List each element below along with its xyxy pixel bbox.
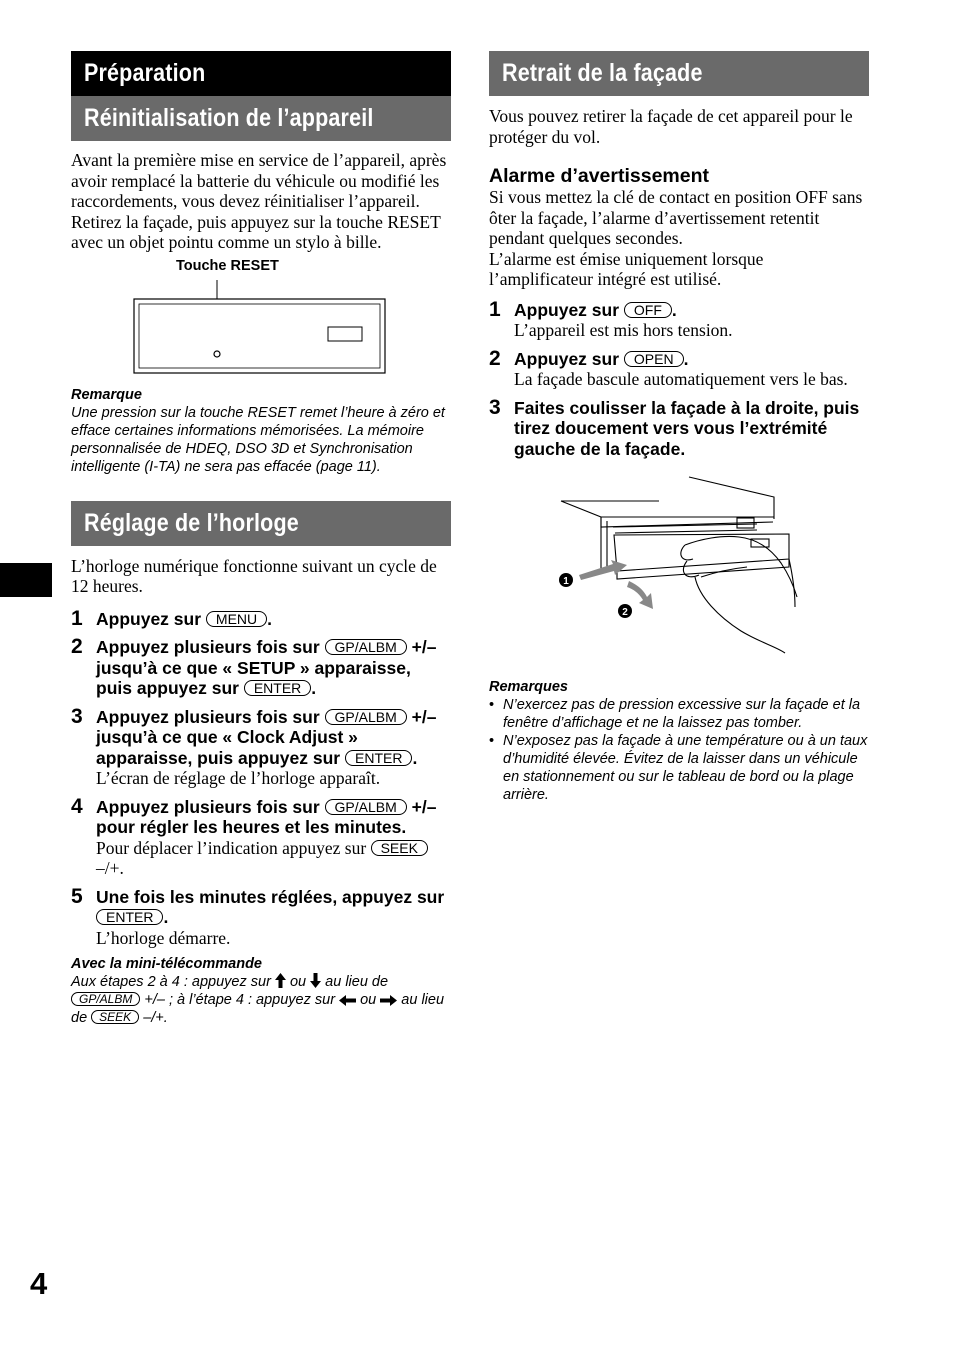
svg-text:2: 2: [622, 607, 628, 618]
gp-albm-button: GP/ALBM: [325, 639, 407, 655]
open-button: OPEN: [624, 351, 684, 367]
seek-button: SEEK: [91, 1010, 139, 1024]
off-button: OFF: [624, 302, 672, 318]
clock-step-3: 3 Appuyez plusieurs fois sur GP/ALBM +/– jusqu’à ce que « Clock Adjust » apparaisse, puis appuyez sur ENTER . L’écran de réglage de l’horloge apparaît.: [71, 707, 451, 789]
remote-note-text: Aux étapes 2 à 4 : appuyez sur ou au lieu de GP/ALBM +/– ; à l’étape 4 : appuyez sur ou au lieu de SEEK –/+.: [71, 974, 445, 1026]
remote-note-title: Avec la mini-télécommande: [71, 956, 262, 972]
clock-step-5-detail: L’horloge démarre.: [96, 927, 231, 948]
gp-albm-button: GP/ALBM: [325, 799, 407, 815]
list-item: • N’exposez pas la façade à une température ou à un taux d’humidité élevée. Évitez de la laisser dans un véhicule en stationnement ou sur le tableau de bord ou la plage arrière.: [489, 733, 868, 803]
reset-body: [71, 150, 451, 253]
clock-step-2: 2 Appuyez plusieurs fois sur GP/ALBM +/– jusqu’à ce que « SETUP » apparaisse, puis appuyez sur ENTER .: [71, 635, 437, 698]
unit-front-illustration: [71, 253, 451, 383]
reset-hole-icon: [214, 351, 220, 357]
reset-figure: [71, 253, 451, 383]
faceplate-steps: [489, 297, 869, 460]
alarm-subheading: Alarme d’avertissement: [489, 165, 710, 187]
seek-button: SEEK: [371, 840, 428, 856]
page-number: 4: [30, 1266, 48, 1301]
faceplate-step-3: 3 Faites coulisser la façade à la droite, puis tirez doucement vers vous l’extrémité gauche de la façade.: [489, 395, 860, 459]
alarm-body: [489, 187, 869, 290]
faceplate-notes-title: Remarques: [489, 679, 568, 695]
reset-figure-label: Touche RESET: [176, 257, 279, 274]
clock-step-4: 4 Appuyez plusieurs fois sur GP/ALBM +/– pour régler les heures et les minutes. Pour déplacer l’indication appuyez sur SEEK –/+.: [71, 794, 437, 878]
reset-note-text: Une pression sur la touche RESET remet l’heure à zéro et efface certaines informations mémorisées. La mémoire personnalisée de HDEQ, DSO 3D et Synchronisation intelligente (I-TA) ne sera pas effacée (page 11).: [71, 404, 445, 475]
arrow-left-icon: [339, 995, 356, 1006]
right-column: [489, 51, 869, 804]
reset-note: [71, 386, 451, 476]
gp-albm-button: GP/ALBM: [71, 992, 140, 1006]
arrow-up-icon: [275, 973, 286, 988]
faceplate-step-1-detail: L’appareil est mis hors tension.: [514, 320, 733, 340]
slide-arrow-icon: [579, 560, 627, 580]
faceplate-removal-illustration: [489, 467, 869, 677]
faceplate-step-1: 1 Appuyez sur OFF . L’appareil est mis hors tension.: [489, 300, 869, 341]
faceplate-notes: [489, 678, 869, 804]
section-side-tab: [0, 563, 52, 597]
enter-button: ENTER: [345, 750, 412, 766]
arrow-down-icon: [310, 973, 321, 988]
clock-step-1: 1 Appuyez sur MENU .: [71, 606, 273, 630]
faceplate-step-2-detail: La façade bascule automatiquement vers le bas.: [514, 369, 848, 389]
arrow-right-icon: [380, 995, 397, 1006]
left-column: [71, 51, 451, 1027]
list-item: • N’exercez pas de pression excessive sur la façade et la fenêtre d’affichage et ne la laissez pas tomber.: [489, 697, 861, 731]
enter-button: ENTER: [96, 909, 163, 925]
chapter-heading: Préparation: [71, 51, 451, 96]
remote-note: [71, 955, 451, 1027]
alarm-paragraph-1: Si vous mettez la clé de contact en position OFF sans ôter la façade, l’alarme d’avertissement retentit pendant quelques secondes.: [489, 187, 863, 248]
section-heading-clock: Réglage de l’horloge: [71, 501, 451, 546]
reset-paragraph-2: Retirez la façade, puis appuyez sur la touche RESET avec un objet pointu comme un stylo à bille.: [71, 211, 441, 252]
pull-arrow-icon: [627, 581, 653, 609]
clock-intro: L’horloge numérique fonctionne suivant un cycle de 12 heures.: [71, 555, 437, 596]
section-heading-faceplate: Retrait de la façade: [489, 51, 869, 96]
svg-text:1: 1: [563, 576, 569, 587]
faceplate-step-2: 2 Appuyez sur OPEN . La façade bascule automatiquement vers le bas.: [489, 349, 869, 390]
gp-albm-button: GP/ALBM: [325, 709, 407, 725]
section-heading-reset: Réinitialisation de l’appareil: [71, 96, 451, 141]
reset-paragraph-1: Avant la première mise en service de l’appareil, après avoir remplacé la batterie du véhicule ou modifié les raccordements, vous devez réinitialiser l’appareil.: [71, 150, 447, 211]
reset-note-title: Remarque: [71, 386, 142, 403]
faceplate-intro: Vous pouvez retirer la façade de cet appareil pour le protéger du vol.: [489, 106, 853, 147]
faceplate-removal-figure: [489, 467, 869, 677]
clock-step-3-detail: L’écran de réglage de l’horloge apparaît.: [96, 768, 381, 788]
faceplate-notes-list: [489, 696, 869, 804]
enter-button: ENTER: [244, 680, 311, 696]
clock-steps: [71, 606, 451, 949]
menu-button: MENU: [206, 611, 267, 627]
alarm-paragraph-2: L’alarme est émise uniquement lorsque l’amplificateur intégré est utilisé.: [489, 248, 764, 289]
clock-step-5: 5 Une fois les minutes réglées, appuyez sur ENTER . L’horloge démarre.: [71, 887, 451, 949]
